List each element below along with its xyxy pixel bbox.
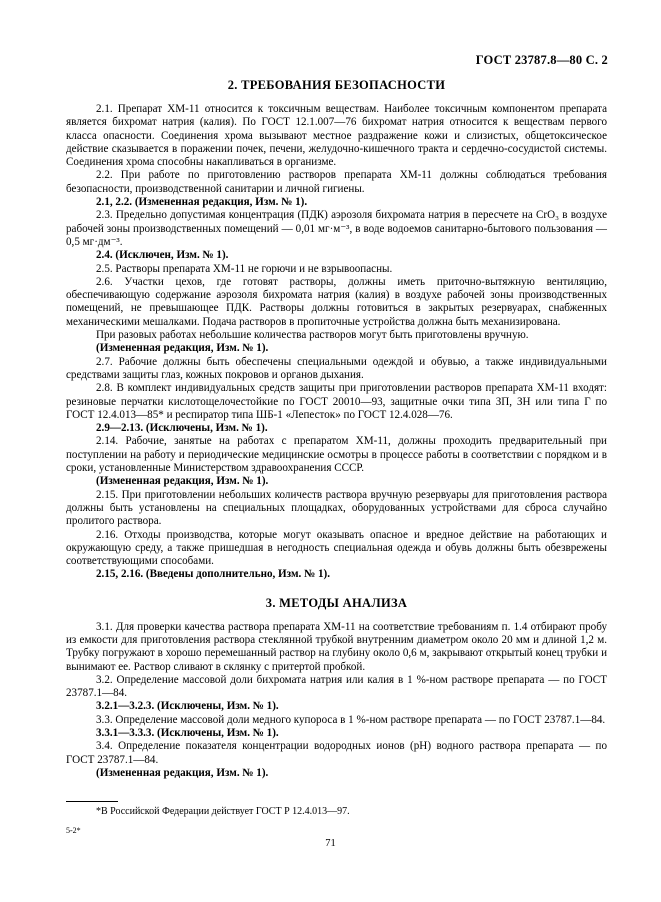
- paragraph: 2.5. Растворы препарата ХМ-11 не горючи и не взрывоопасны.: [96, 262, 393, 275]
- paragraph: 2.4. (Исключен, Изм. № 1).: [96, 249, 229, 262]
- section-2-paragraphs: [66, 103, 607, 582]
- paragraph: 2.15. При приготовлении небольших количеств раствора вручную резервуары для приготовления раствора должны быть установлены на специальных площадках, оборудованных устройствами для сброса случайно пролитого раствора.: [66, 488, 607, 528]
- paragraph: 2.2. При работе по приготовлению растворов препарата ХМ-11 должны соблюдаться требования безопасности, производственной санитарии и личной гигиены.: [66, 169, 607, 195]
- page-header: ГОСТ 23787.8—80 С. 2: [475, 53, 608, 67]
- paragraph: 2.15, 2.16. (Введены дополнительно, Изм. № 1).: [96, 568, 331, 581]
- paragraph: 2.6. Участки цехов, где готовят растворы, должны иметь приточно-вытяжную вентиляцию, обеспечивающую содержание аэрозоля бихромата натрия (калия) в воздухе рабочей зоны производственных помещений, не превышающее ПДК. Растворы должны готовиться в закрытых резервуарах, снабженных механическими мешалками. Подача растворов в пропиточные устройства должна быть механизирована.: [66, 275, 607, 328]
- paragraph: 3.2. Определение массовой доли бихромата натрия или калия в 1 %-ном растворе препарата — по ГОСТ 23787.1—84.: [66, 673, 607, 700]
- paragraph: (Измененная редакция, Изм. № 1).: [96, 766, 269, 779]
- print-signature: 5-2*: [66, 826, 81, 835]
- paragraph: 3.1. Для проверки качества раствора препарата ХМ-11 на соответствие требованиям п. 1.4 отбирают пробу из емкости для приготовления раствора стеклянной трубкой внутренним диаметром около 20 мм и длиной 1,2 м. Трубку погружают в хорошо перемешанный раствор на глубину около 0,6 м, закрывают открытый конец трубки и вынимают ее. Раствор сливают в склянку с притертой пробкой.: [66, 620, 607, 673]
- paragraph: 2.16. Отходы производства, которые могут оказывать опасное и вредное действие на работающих и окружающую среду, а также пришедшая в негодность специальная одежда и обувь должны быть обезврежены соответствующими способами.: [66, 528, 607, 568]
- paragraph: 2.3. Предельно допустимая концентрация (ПДК) аэрозоля бихромата натрия в пересчете на CrO₃ в воздухе рабочей зоны производственных помещений — 0,01 мг·м⁻³, в воде водоемов санитарно-бытового пользования — 0,5 мг·дм⁻³.: [66, 209, 607, 248]
- paragraph: 2.1, 2.2. (Измененная редакция, Изм. № 1).: [96, 196, 308, 209]
- paragraph: 2.7. Рабочие должны быть обеспечены специальными одеждой и обувью, а также индивидуальными средствами защиты глаз, кожных покровов и органов дыхания.: [66, 355, 607, 381]
- page-number: 71: [325, 838, 336, 849]
- paragraph: 2.1. Препарат ХМ-11 относится к токсичным веществам. Наиболее токсичным компонентом препарата является бихромат натрия (калия). По ГОСТ 12.1.007—76 бихромат натрия относится к веществам первого класса опасности. Соединения хрома вызывают местное раздражение кожи и слизистых, общетоксическое действие сказывается в поражении почек, печени, желудочно-кишечного тракта и сердечно-сосудистой системы. Соединения хрома способны накапливаться в организме.: [66, 103, 607, 169]
- section-heading: 3. МЕТОДЫ АНАЛИЗА: [265, 595, 408, 610]
- section-3-paragraphs: [66, 621, 607, 781]
- paragraph: 3.2.1—3.2.3. (Исключены, Изм. № 1).: [96, 700, 279, 713]
- document-body: [66, 78, 607, 780]
- paragraph: 3.3.1—3.3.3. (Исключены, Изм. № 1).: [96, 727, 279, 740]
- paragraph: 2.8. В комплект индивидуальных средств защиты при приготовлении растворов препарата ХМ-11 входят: резиновые перчатки кислотощелочестойкие по ГОСТ 20010—93, защитные очки типа ЗП, ЗН или типа Г по ГОСТ 12.4.013—85* и респиратор типа ШБ-1 «Лепесток» по ГОСТ 12.4.028—76.: [66, 382, 607, 421]
- footnote: *В Российской Федерации действует ГОСТ Р 12.4.013—97.: [96, 806, 350, 817]
- paragraph: (Измененная редакция, Изм. № 1).: [96, 342, 269, 355]
- paragraph: (Измененная редакция, Изм. № 1).: [96, 475, 269, 488]
- paragraph: 2.14. Рабочие, занятые на работах с препаратом ХМ-11, должны проходить предварительный при поступлении на работу и периодические медицинские осмотры в процессе работы в соответствии с порядком и в сроки, установленные Министерством здравоохранения СССР.: [66, 435, 607, 475]
- paragraph: 3.4. Определение показателя концентрации водородных ионов (pH) водного раствора препарата — по ГОСТ 23787.1—84.: [66, 740, 607, 766]
- paragraph: 2.9—2.13. (Исключены, Изм. № 1).: [96, 422, 268, 435]
- paragraph: 3.3. Определение массовой доли медного купороса в 1 %-ном растворе препарата — по ГОСТ 23787.1—84.: [96, 713, 606, 726]
- section-heading: 2. ТРЕБОВАНИЯ БЕЗОПАСНОСТИ: [227, 78, 446, 92]
- footnote-divider: [66, 801, 118, 802]
- paragraph: При разовых работах небольшие количества растворов могут быть приготовлены вручную.: [96, 329, 529, 342]
